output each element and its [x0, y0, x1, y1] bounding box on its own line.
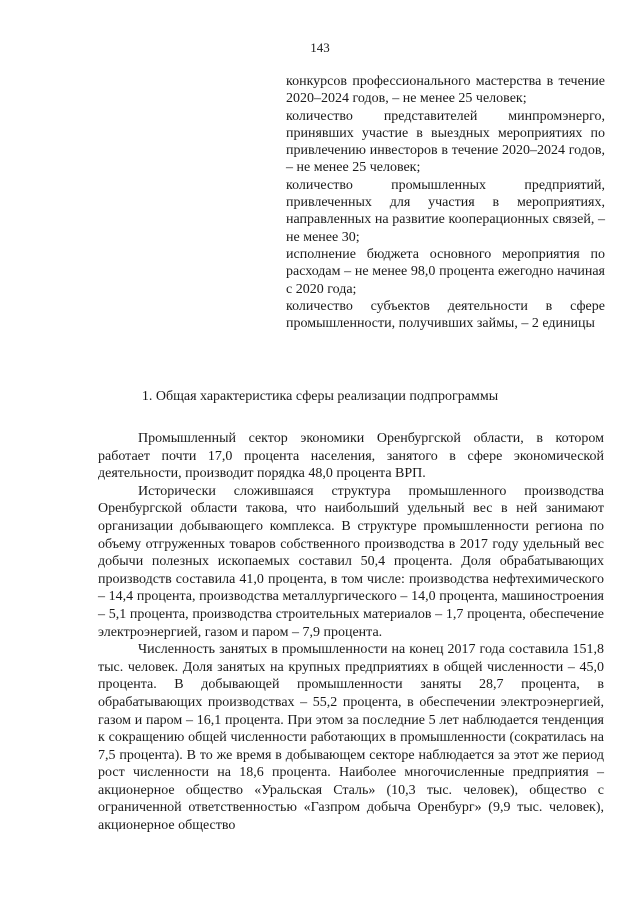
body-text — [98, 430, 604, 835]
paragraph: Численность занятых в промышленности на конец 2017 года составила 151,8 тыс. человек. Доля занятых на крупных предприятиях в общей численности – 45,0 процента. В добывающей промышленности заняты 28,7 процента, в обрабатывающих производствах – 55,2 процента, в обеспечении электроэнергией, газом и паром – 16,1 процента. При этом за последние 5 лет наблюдается тенденция к сокращению общей численности работающих в промышленности (сократилась на 7,5 процента). В то же время в добывающем секторе наблюдается за этот же период рост численности на 18,6 процента. Наиболее многочисленные предприятия – акционерное общество «Уральская Сталь» (10,3 тыс. человек), общество с ограниченной ответственностью «Газпром добыча Оренбург» (9,9 тыс. человек), акционерное общество — [98, 642, 604, 834]
list-item: количество промышленных предприятий, привлеченных для участия в мероприятиях, направленных на развитие кооперационных связей, – не менее 30; — [286, 177, 605, 245]
page-number: 143 — [310, 40, 330, 55]
paragraph: Исторически сложившаяся структура промышленного производства Оренбургской области такова, что наибольший удельный вес в ней занимают организации добывающего комплекса. В структуре промышленности региона по объему отгруженных товаров собственного производства в 2017 году удельный вес добычи полезных ископаемых составил 50,4 процента. Доля обрабатывающих производств составила 41,0 процента, в том числе: производства нефтехимического – 14,4 процента, производства металлургического – 14,0 процента, машиностроения – 5,1 процента, производства строительных материалов – 1,7 процента, обеспечение электроэнергией, газом и паром – 7,9 процента. — [98, 483, 604, 640]
list-item: количество субъектов деятельности в сфере промышленности, получивших займы, – 2 единицы — [286, 298, 605, 332]
list-item: количество представителей минпромэнерго, принявших участие в выездных мероприятиях по привлечению инвесторов в течение 2020–2024 годов, – не менее 25 человек; — [286, 108, 605, 176]
list-item: исполнение бюджета основного мероприятия по расходам – не менее 98,0 процента ежегодно начиная с 2020 года; — [286, 246, 605, 297]
section-heading: 1. Общая характеристика сферы реализации подпрограммы — [141, 389, 499, 404]
paragraph: Промышленный сектор экономики Оренбургской области, в котором работает почти 17,0 процента населения, занятого в сфере экономической деятельности, производит порядка 48,0 процента ВРП. — [98, 431, 604, 482]
indicator-list — [286, 73, 605, 332]
list-item: конкурсов профессионального мастерства в течение 2020–2024 годов, – не менее 25 человек; — [286, 74, 605, 107]
